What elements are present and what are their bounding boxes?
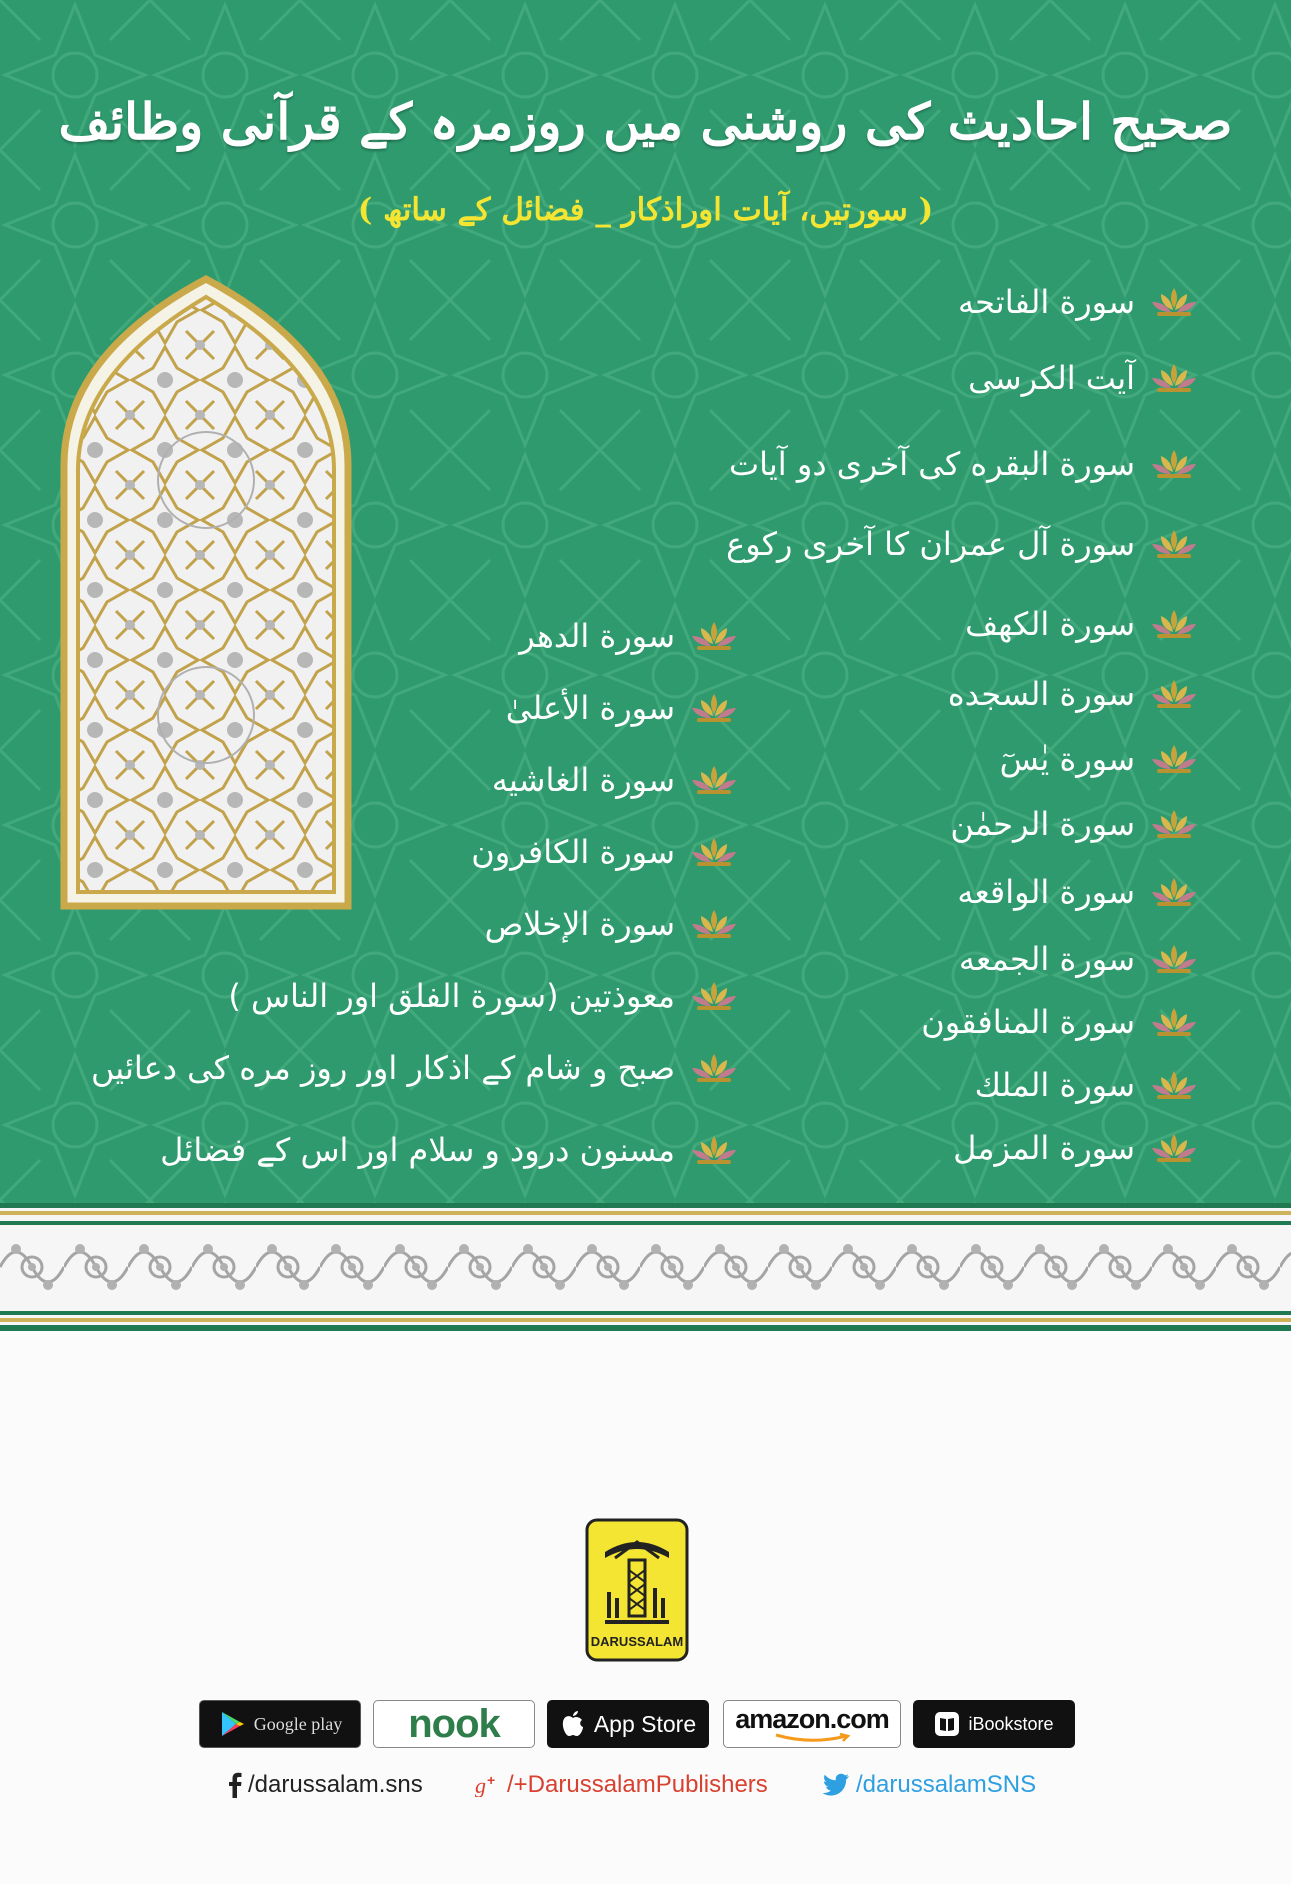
list-item-text: صبح و شام کے اذکار اور روز مره کی دعائیں [90,1049,675,1087]
list-item-text: مسنون درود و سلام اور اس کے فضائل [160,1131,675,1169]
app-store-label: App Store [593,1710,697,1737]
list-item-text: معوذتین (سورة الفلق اور الناس ) [228,977,675,1015]
google-play-label: Google play [253,1713,343,1734]
lotus-bullet-icon [689,762,739,798]
lotus-bullet-icon [689,906,739,942]
google-play-icon [218,1710,246,1738]
ibookstore-badge[interactable] [913,1700,1075,1748]
lotus-bullet-icon [1149,806,1199,842]
list-item [950,796,1199,852]
lotus-bullet-icon [1149,360,1199,396]
facebook-handle: /darussalam.sns [248,1771,423,1798]
list-item-text: سورة یٰسٓ [999,740,1135,778]
list-item-text: سورة المزمل [953,1129,1135,1167]
lotus-bullet-icon [1149,874,1199,910]
list-item [91,1040,739,1096]
nook-badge[interactable] [373,1700,535,1748]
book-subtitle: ( سورتیں، آیات اوراذکار _ فضائل کے ساتھ ) [357,192,934,228]
list-item [948,666,1199,722]
amazon-smile-icon [772,1733,852,1743]
list-item [921,994,1199,1050]
lotus-bullet-icon [1149,676,1199,712]
google-play-badge[interactable] [199,1700,361,1748]
list-item-text: آیت الکرسی [968,359,1135,397]
amazon-badge[interactable] [723,1700,901,1748]
lotus-bullet-icon [1149,446,1199,482]
svg-text:+: + [487,1773,496,1788]
lotus-bullet-icon [1149,741,1199,777]
list-item [957,864,1199,920]
facebook-link[interactable] [228,1768,423,1802]
list-item [726,516,1199,572]
list-item [506,680,739,736]
list-item [975,1057,1199,1113]
lotus-bullet-icon [689,834,739,870]
list-item-text: سورة آل عمران کا آخری رکوع [726,525,1135,563]
twitter-link[interactable] [822,1768,1036,1802]
lotus-bullet-icon [1149,1067,1199,1103]
facebook-icon [228,1772,242,1798]
list-item-text: سورة الدهر [519,617,675,655]
lotus-bullet-icon [689,618,739,654]
lotus-bullet-icon [689,1132,739,1168]
list-item-text: سورة الواقعه [957,873,1135,911]
lotus-bullet-icon [1149,1130,1199,1166]
ornamental-border [0,1203,1291,1331]
lotus-bullet-icon [689,1050,739,1086]
list-item-text: سورة الكهف [965,605,1135,643]
list-item [729,436,1199,492]
list-item [471,824,739,880]
app-store-badge[interactable] [547,1700,709,1748]
list-item [1000,731,1199,787]
ibooks-icon [934,1711,960,1737]
list-item [968,350,1199,406]
google-plus-handle: /+DarussalamPublishers [507,1771,768,1798]
list-item [965,596,1199,652]
list-item [160,1122,739,1178]
list-item-text: سورة الكافرون [471,833,675,871]
surah-list-left [19,0,739,1203]
apple-icon [560,1709,586,1739]
list-item-text: سورة الإخلاص [484,905,675,943]
lotus-bullet-icon [1149,526,1199,562]
list-item [958,274,1199,330]
list-item-text: سورة الفاتحه [957,283,1135,321]
list-item [485,896,739,952]
list-item-text: سورة الأعلىٰ [505,689,675,727]
list-item [492,752,739,808]
list-item [953,1120,1199,1176]
list-item [228,968,739,1024]
list-item [519,608,739,664]
amazon-label: amazon.com [735,1703,889,1734]
list-item [959,931,1199,987]
lotus-bullet-icon [1149,941,1199,977]
lotus-bullet-icon [1149,606,1199,642]
twitter-icon [822,1773,850,1797]
google-plus-link[interactable] [475,1768,768,1802]
ibookstore-label: iBookstore [968,1713,1054,1734]
darussalam-logo [585,1518,689,1662]
list-item-text: سورة الملك [974,1066,1135,1104]
google-plus-icon [475,1773,501,1797]
list-item-text: سورة الرحمٰن [950,805,1135,843]
nook-label: nook [408,1701,500,1746]
book-title: صحیح احادیث کی روشنی میں روزمرہ کے قرآنی وظائف [58,92,1233,151]
lotus-bullet-icon [689,978,739,1014]
list-item-text: سورة الغاشيه [491,761,675,799]
lotus-bullet-icon [1149,1004,1199,1040]
svg-text:g: g [475,1773,486,1797]
lotus-bullet-icon [689,690,739,726]
list-item-text: سورة الجمعه [958,940,1135,978]
twitter-handle: /darussalamSNS [856,1771,1037,1798]
logo-text: DARUSSALAM [590,1634,684,1649]
list-item-text: سورة المنافقون [921,1003,1135,1041]
lotus-bullet-icon [1149,284,1199,320]
list-item-text: سورة البقره کی آخری دو آیات [729,445,1135,483]
list-item-text: سورة السجده [947,675,1135,713]
